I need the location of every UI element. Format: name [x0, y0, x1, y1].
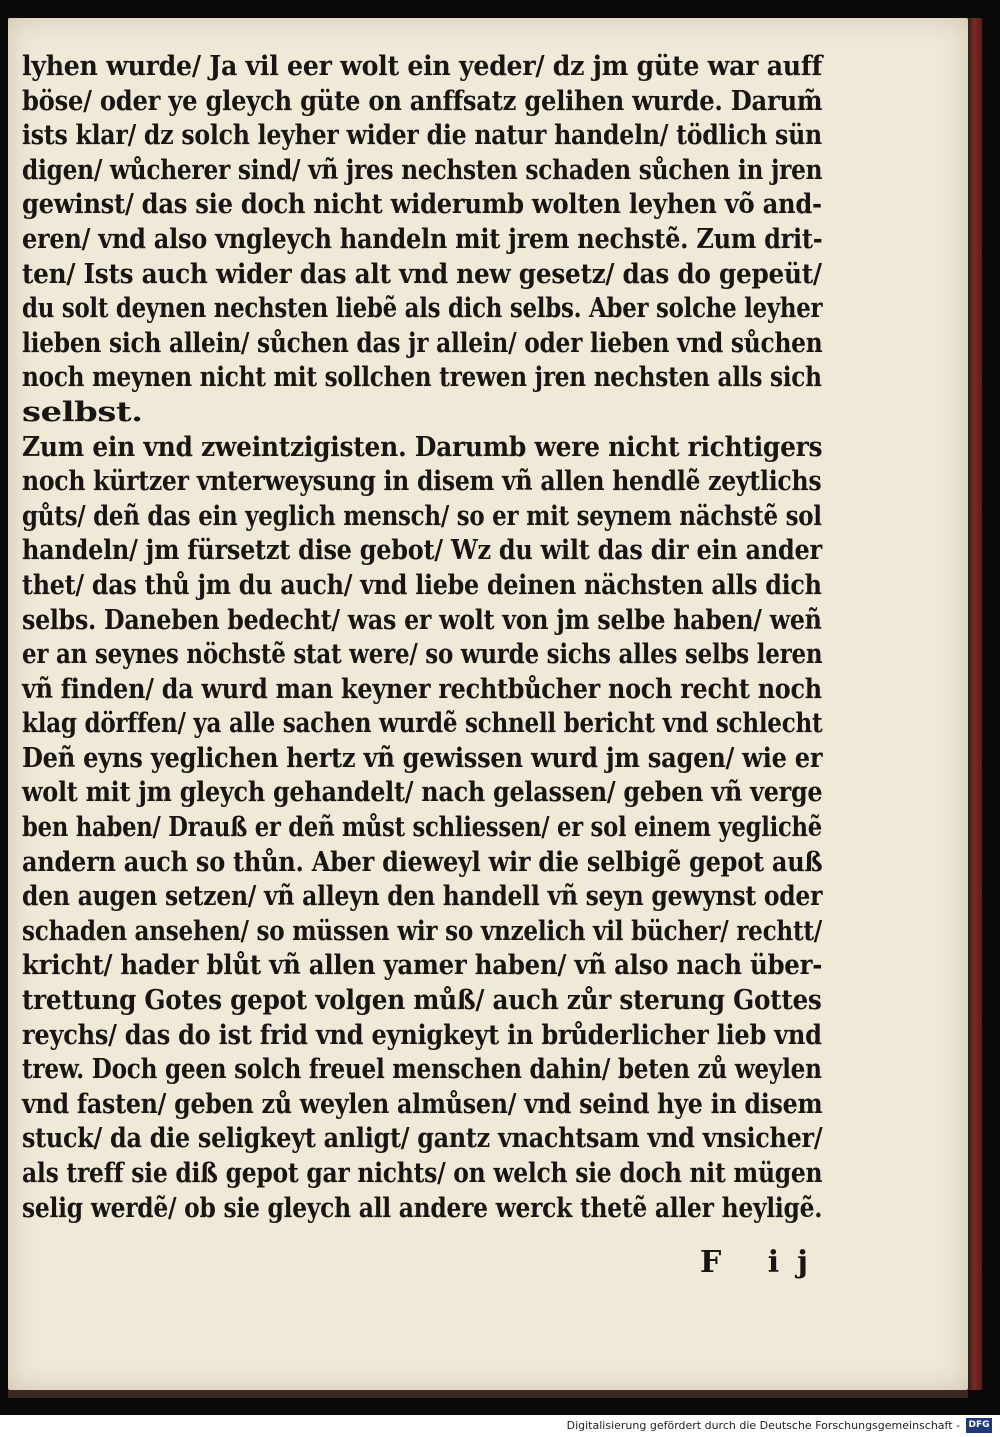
page-edge [968, 18, 982, 1390]
text-line: noch kürtzer vnterweysung in disem vñ allen hendlẽ zeytlichs [22, 466, 822, 498]
text-line: ists klar/ dz solch leyher wider die natur handeln/ tödlich sün [22, 120, 822, 152]
text-line: stuck/ da die seligkeyt anligt/ gantz vnachtsam vnd vnsicher/ [22, 1123, 823, 1155]
dfg-logo: DFG [966, 1418, 992, 1433]
text-line: Zum ein vnd zweintzigisten. Darumb were nicht richtigers [22, 431, 823, 463]
signature-mark: F ij [700, 1245, 826, 1280]
text-line: gewinst/ das sie doch nicht widerumb wolten leyhen võ and- [22, 189, 822, 221]
text-line: wolt mit jm gleych gehandelt/ nach gelassen/ geben vñ verge [22, 777, 823, 809]
text-line: noch meynen nicht mit sollchen trewen jren nechsten alls sich [22, 362, 822, 394]
text-line: böse/ oder ye gleych güte on anffsatz gelihen wurde. Darum̃ [22, 85, 823, 117]
text-line: den augen setzen/ vñ alleyn den handell vñ seyn gewynst oder [22, 881, 823, 913]
text-line: lieben sich allein/ sůchen das jr allein/ oder lieben vnd sůchen [22, 327, 823, 359]
text-line: selbs. Daneben bedecht/ was er wolt von jm selbe haben/ weñ [22, 604, 822, 636]
body-text [22, 50, 822, 1226]
text-line: andern auch so thůn. Aber dieweyl wir die selbigẽ gepot auß [22, 846, 823, 878]
text-line: reychs/ das do ist frid vnd eynigkeyt in brůderlicher lieb vnd [22, 1019, 822, 1051]
text-line: er an seynes nöchstẽ stat were/ so wurde sichs alles selbs leren [22, 639, 823, 671]
text-line: klag dörffen/ ya alle sachen wurdẽ schnell bericht vnd schlecht [22, 708, 823, 740]
text-line: kricht/ hader blůt vñ allen yamer haben/ vñ also nach über- [22, 950, 823, 982]
text-line: vnd fasten/ geben zů weylen almůsen/ vnd seind hye in disem [22, 1088, 823, 1120]
page-bottom-edge [8, 1390, 968, 1398]
text-line: trettung Gotes gepot volgen můß/ auch zůr sterung Gottes [22, 985, 822, 1017]
text-line: Deñ eyns yeglichen hertz vñ gewissen wurd jm sagen/ wie er [22, 742, 823, 774]
text-line: vñ finden/ da wurd man keyner rechtbůcher noch recht noch [22, 673, 822, 705]
text-line: selig werdẽ/ ob sie gleych all andere werck thetẽ aller heyligẽ. [22, 1192, 823, 1224]
text-line: gůts/ deñ das ein yeglich mensch/ so er mit seynem nächstẽ sol [22, 500, 822, 532]
footer-bar [0, 1415, 1000, 1437]
text-line: thet/ das thů jm du auch/ vnd liebe deinen nächsten alls dich [22, 569, 822, 601]
text-line: du solt deynen nechsten liebẽ als dich selbs. Aber solche leyher [22, 293, 823, 325]
text-line: digen/ wůcherer sind/ vñ jres nechsten schaden sůchen in jren [22, 154, 823, 186]
text-line: als treff sie diß gepot gar nichts/ on welch sie doch nit mügen [22, 1158, 823, 1189]
text-line: handeln/ jm fürsetzt dise gebot/ Wz du wilt das dir ein ander [22, 535, 822, 567]
text-line: ten/ Ists auch wider das alt vnd new gesetz/ das do gepeüt/ [22, 258, 822, 290]
footer-credit: Digitalisierung gefördert durch die Deutsche Forschungsgemeinschaft - [566, 1419, 960, 1432]
text-line: trew. Doch geen solch freuel menschen dahin/ beten zů weylen [22, 1054, 822, 1086]
text-line: ben haben/ Drauß er deñ můst schliessen/ er sol einem yeglichẽ [22, 812, 822, 844]
text-line: eren/ vnd also vngleych handeln mit jrem nechstẽ. Zum drit- [22, 223, 823, 255]
text-line: schaden ansehen/ so müssen wir so vnzelich vil bücher/ rechtt/ [22, 915, 822, 947]
text-line: selbst. [22, 396, 143, 428]
text-line: lyhen wurde/ Ja vil eer wolt ein yeder/ dz jm güte war auff [22, 51, 823, 82]
